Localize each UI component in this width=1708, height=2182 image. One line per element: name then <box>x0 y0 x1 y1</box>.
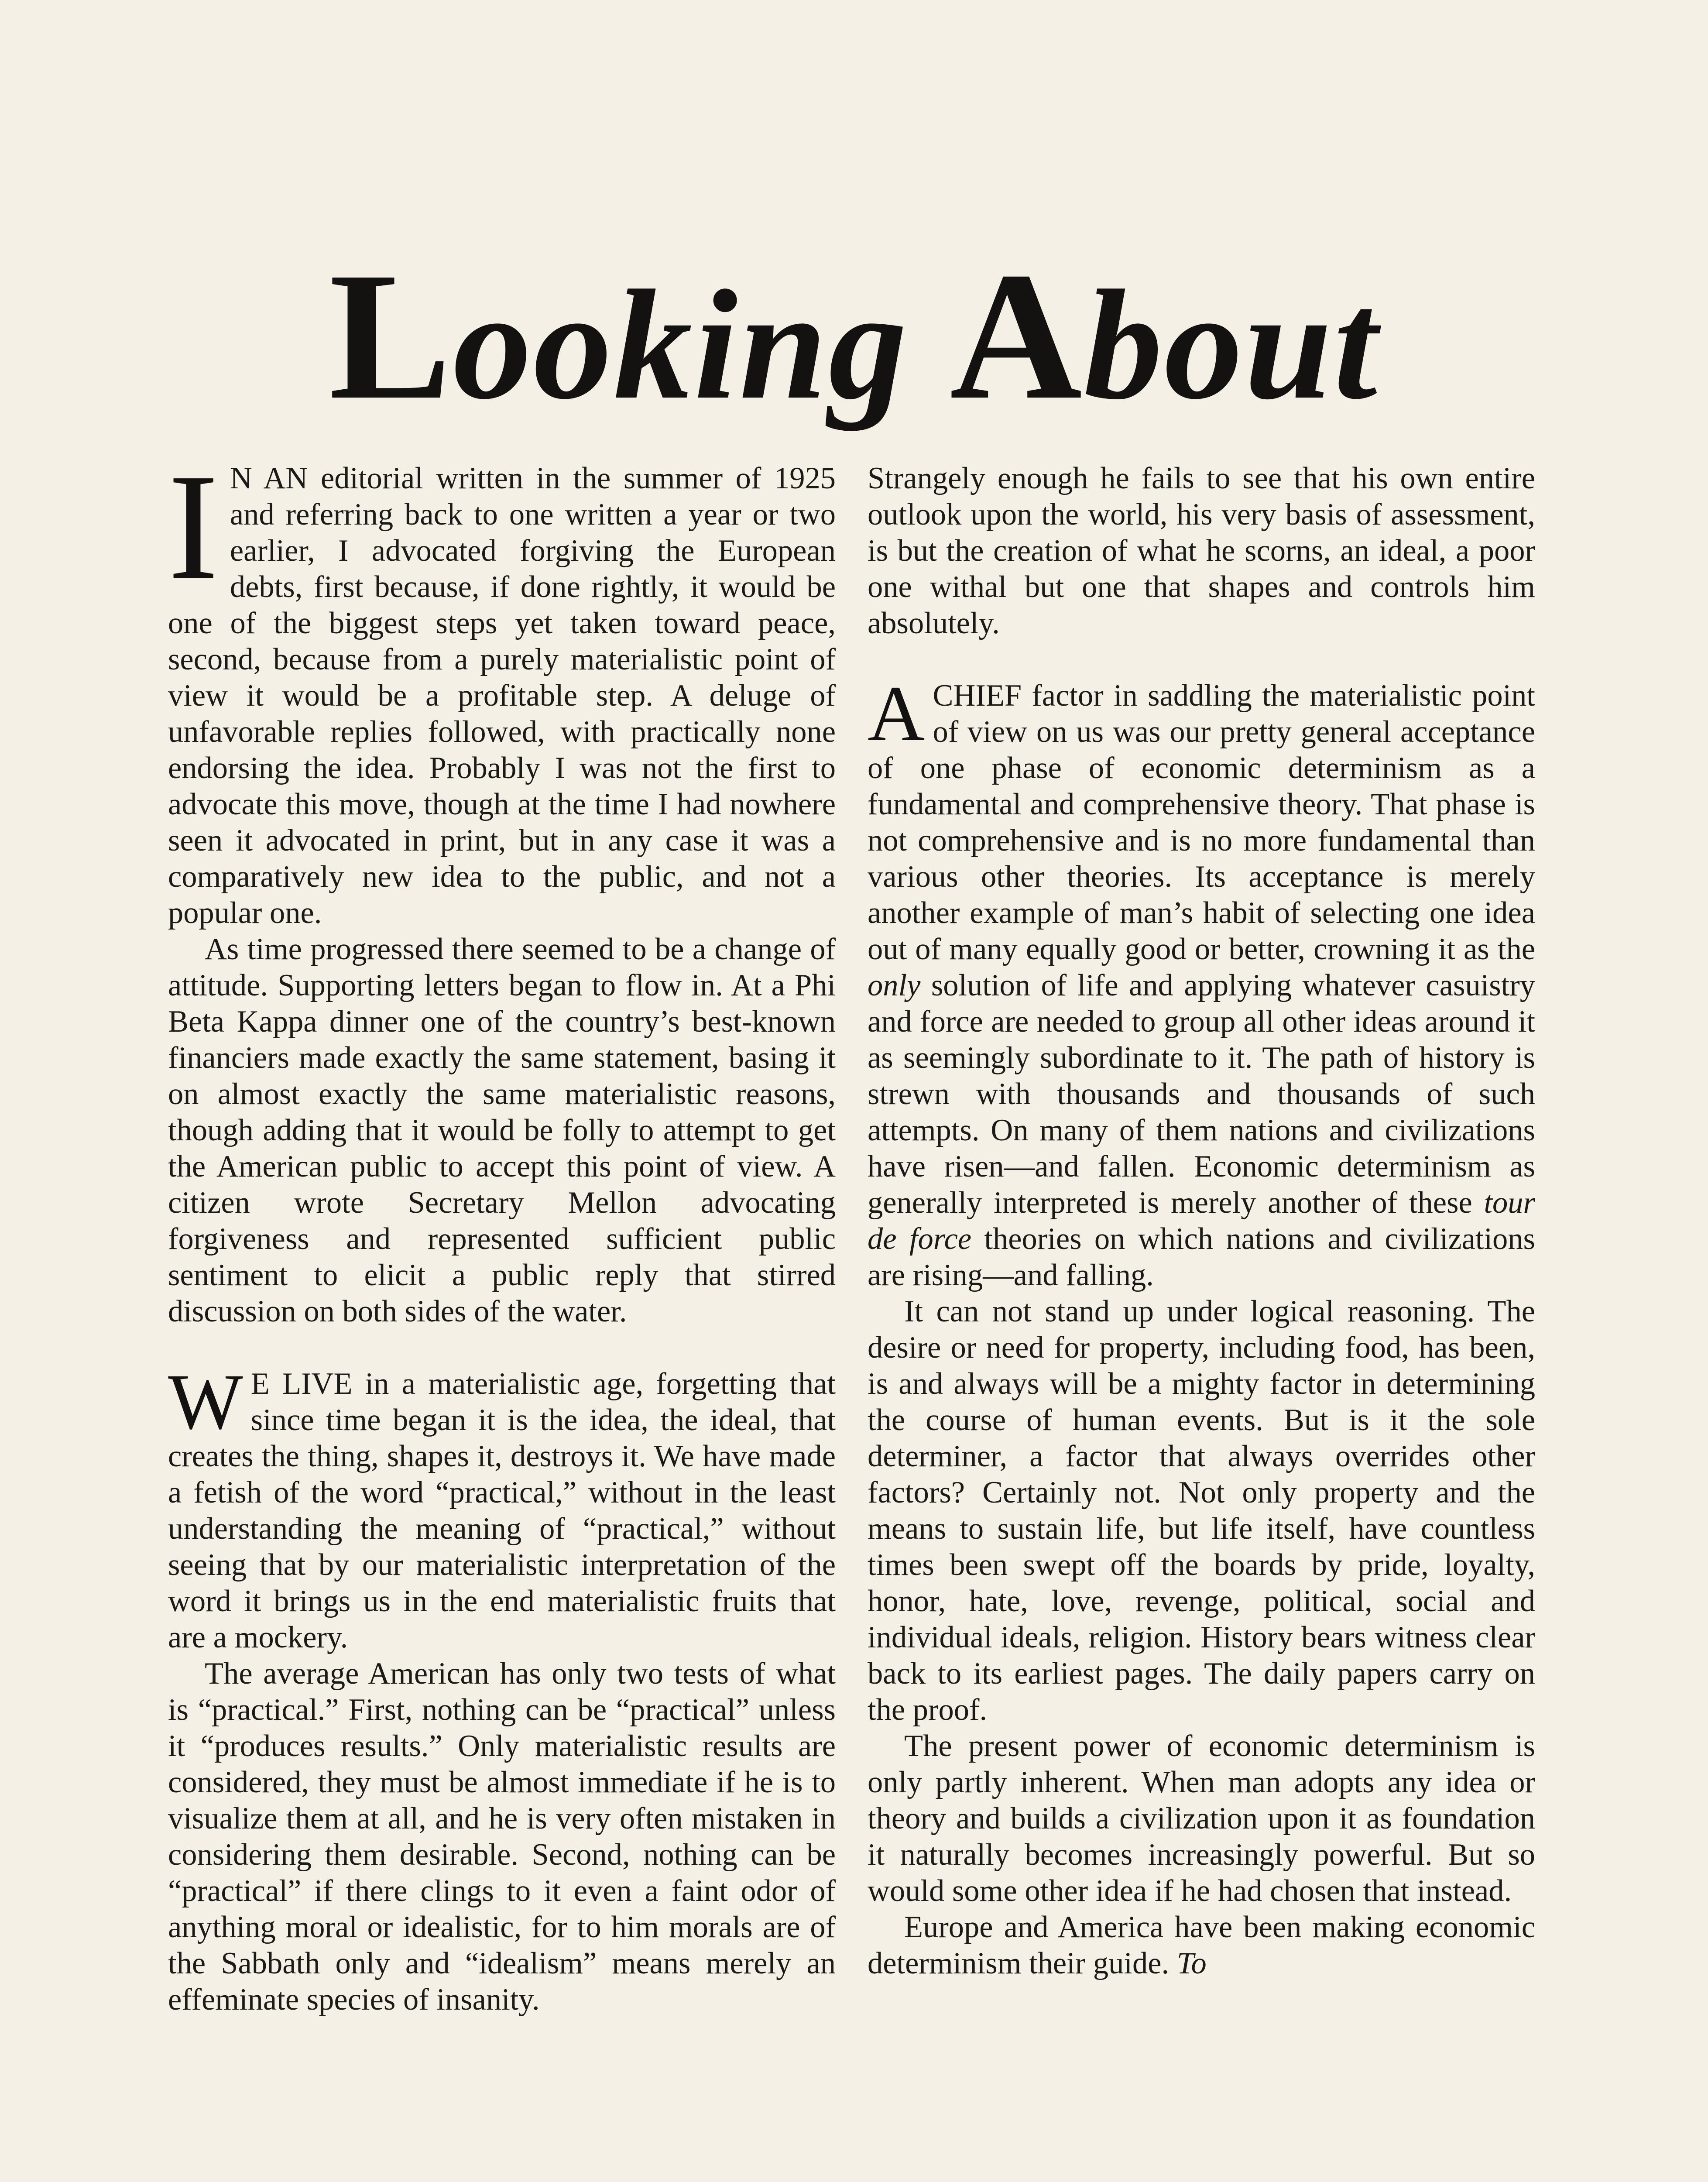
page-title <box>0 234 1708 437</box>
title-part-bout: bout <box>1084 257 1379 432</box>
left-column <box>168 443 836 2018</box>
paragraph-europe-america <box>868 1909 1535 1982</box>
chief-factor-text-start: CHIEF factor in saddling the materialistic point of view on us was our pretty general acceptance of one phase of economic determinism as a fundamental and comprehensive theory. That phase is not comprehensive and is no more fundamental than various other theories. Its acceptance is merely another example of man’s habit of selecting one idea out of many equally good or better, crowning it as the <box>868 679 1535 966</box>
title-initial-l: L <box>329 234 453 437</box>
paragraph-chief-factor <box>868 670 1535 1293</box>
title-part-ooking: ooking <box>453 257 950 432</box>
drop-cap-i: I <box>168 443 219 611</box>
chief-factor-text-middle: solution of life and applying whatever casuistry and force are needed to group all other ideas around it as seemingly subordinate to it. The path of history is strewn with thousands and thousands of such attempts. On many of them nations and civilizations have risen—and fallen. Economic determinism as generally interpreted is merely another of these <box>868 968 1535 1220</box>
drop-cap-w: W <box>168 1358 243 1446</box>
italic-only: only <box>868 968 921 1002</box>
title-initial-a: A <box>950 234 1084 437</box>
paragraph-editorial-intro-text: N AN editorial written in the summer of 1925 and referring back to one written a year or two earlier, I advocated forgiving the European debts, first because, if done rightly, it would be one of the biggest steps yet taken toward peace, second, because from a purely materialistic point of view it would be a profitable step. A deluge of unfavorable replies followed, with practically none endorsing the idea. Probably I was not the first to advocate this move, though at the time I had nowhere seen it advocated in print, but in any case it was a comparatively new idea to the public, and not a popular one. <box>168 461 836 930</box>
paragraph-two-tests: The average American has only two tests of what is “practical.” First, nothing can be “practical” unless it “produces results.” Only materialistic results are considered, they must be almost immediate if he is to visualize them at all, and he is very often mistaken in considering them desirable. Second, nothing can be “practical” if there clings to it even a faint odor of anything moral or idealistic, for to him morals are of the Sabbath only and “idealism” means merely an effeminate species of insanity. <box>168 1657 836 2017</box>
italic-to: To <box>1176 1946 1207 1980</box>
paragraph-materialistic-age <box>168 1358 836 1656</box>
europe-america-text: Europe and America have been making economic determinism their guide. <box>868 1910 1535 1980</box>
right-column <box>868 460 1535 1982</box>
paragraph-strangely-enough: Strangely enough he fails to see that his own entire outlook upon the world, his very basis of assessment, is but the creation of what he scorns, an ideal, a poor one withal but one that shapes and controls him absolutely. <box>868 461 1535 640</box>
italic-tour-de-force: tour de force <box>868 1186 1535 1256</box>
paragraph-materialistic-age-text: E LIVE in a materialistic age, forgetting that since time began it is the idea, the ideal, that creates the thing, shapes it, destroys it. We have made a fetish of the word “practical,” without in the least understanding the meaning of “practical,” without seeing that by our materialistic interpretation of the word it brings us in the end materialistic fruits that are a mockery. <box>168 1367 836 1654</box>
paragraph-change-of-attitude: As time progressed there seemed to be a change of attitude. Supporting letters began to flow in. At a Phi Beta Kappa dinner one of the country’s best-known financiers made exactly the same statement, basing it on almost exactly the same materialistic reasons, though adding that it would be folly to attempt to get the American public to accept this point of view. A citizen wrote Secretary Mellon advocating forgiveness and represented sufficient public sentiment to elicit a public reply that stirred discussion on both sides of the water. <box>168 932 836 1328</box>
paragraph-present-power: The present power of economic determinism is only partly inherent. When man adopts any idea or theory and builds a civilization upon it as foundation it naturally becomes increasingly powerful. But so would some other idea if he had chosen that instead. <box>868 1729 1535 1908</box>
drop-cap-a: A <box>868 670 925 758</box>
paragraph-logical-reasoning: It can not stand up under logical reasoning. The desire or need for property, including food, has been, is and always will be a mighty factor in determining the course of human events. But is it the sole determiner, a factor that always overrides other factors? Certainly not. Not only property and the means to sustain life, but life itself, have countless times been swept off the boards by pride, loyalty, honor, hate, love, revenge, political, social and individual ideals, religion. History bears witness clear back to its earliest pages. The daily papers carry on the proof. <box>868 1294 1535 1727</box>
paragraph-editorial-intro <box>168 443 836 931</box>
chief-factor-text-end: theories on which nations and civilizations are rising—and falling. <box>868 1222 1535 1292</box>
